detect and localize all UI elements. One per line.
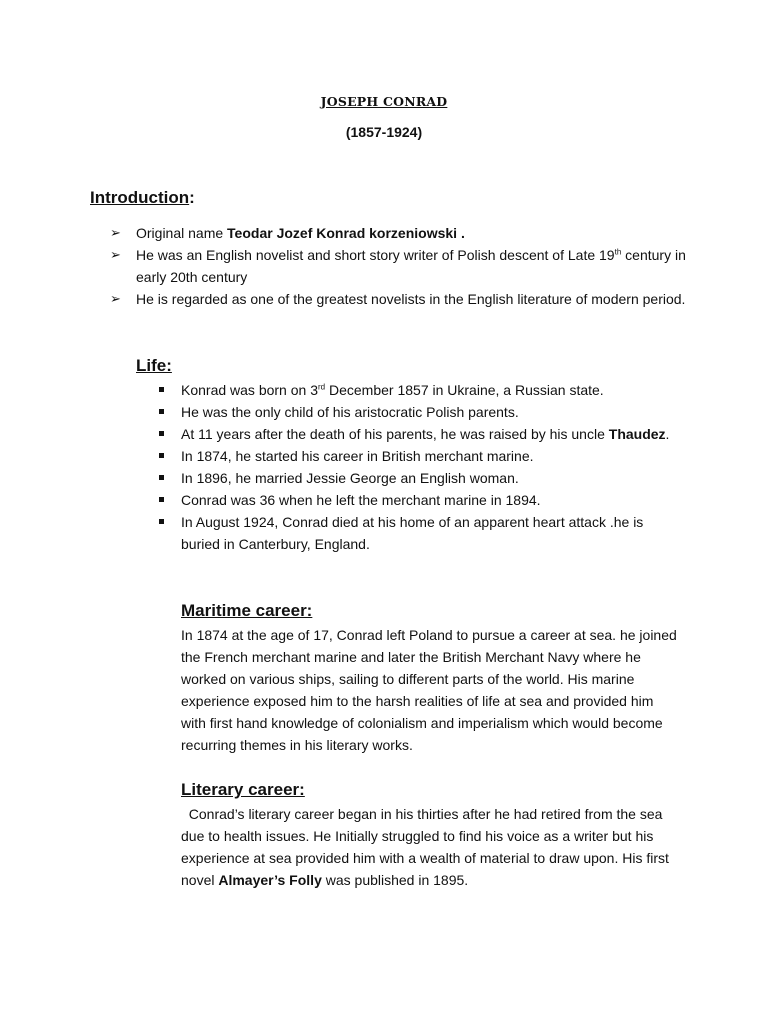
arrow-bullet-icon: ➢ [110,291,121,306]
life-list [156,379,676,555]
introduction-heading-colon: : [189,188,195,207]
life-heading: Life: [136,356,172,375]
list-item: In 1896, he married Jessie George an English woman. [156,467,676,489]
introduction-heading [90,188,195,208]
list-item: He was the only child of his aristocratic Polish parents. [156,401,676,423]
list-item: Conrad was 36 when he left the merchant marine in 1894. [156,489,676,511]
maritime-career-heading: Maritime career: [181,601,313,620]
square-bullet-icon [159,387,164,392]
first-novel-title: Almayer’s Folly [218,872,322,888]
document-title: JOSEPH CONRAD [320,94,448,109]
square-bullet-icon [159,409,164,414]
arrow-bullet-icon: ➢ [110,225,121,240]
maritime-career-paragraph: In 1874 at the age of 17, Conrad left Poland to pursue a career at sea. he joined the French merchant marine and later the British Merchant Navy where he worked on various ships, sailing to different parts of the world. His marine experience exposed him to the harsh realities of life at sea and provided him with first hand knowledge of colonialism and imperialism which would become recurring themes in his literary works. [181,627,677,753]
list-item: Konrad was born on 3rd December 1857 in Ukraine, a Russian state. [156,379,676,401]
list-item: At 11 years after the death of his parents, he was raised by his uncle Thaudez. [156,423,676,445]
literary-career-heading: Literary career: [181,780,305,799]
document-dates: (1857-1924) [345,124,423,140]
square-bullet-icon [159,453,164,458]
square-bullet-icon [159,497,164,502]
introduction-heading-text: Introduction [90,188,190,207]
square-bullet-icon [159,519,164,524]
square-bullet-icon [159,431,164,436]
introduction-list [110,222,690,310]
square-bullet-icon [159,475,164,480]
literary-career-paragraph: Conrad’s literary career began in his thirties after he had retired from the sea due to health issues. He Initially struggled to find his voice as a writer but his experience at sea provided him with a wealth of material to draw upon. His first novel Almayer’s Folly was published in 1895. [181,806,673,888]
arrow-bullet-icon: ➢ [110,247,121,262]
list-item: In August 1924, Conrad died at his home of an apparent heart attack .he is buried in Canterbury, England. [156,511,676,555]
list-item: ➢ He is regarded as one of the greatest novelists in the English literature of modern period. [110,288,690,310]
list-item: ➢ He was an English novelist and short story writer of Polish descent of Late 19th century in early 20th century [110,244,690,288]
list-item: ➢ Original name Teodar Jozef Konrad korzeniowski . [110,222,690,244]
list-item: In 1874, he started his career in British merchant marine. [156,445,676,467]
